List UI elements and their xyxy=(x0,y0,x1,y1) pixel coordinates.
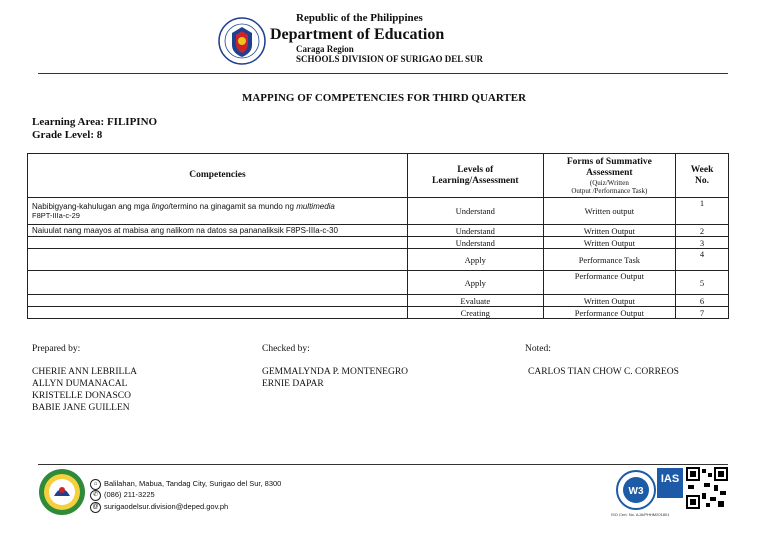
level-cell: Understand xyxy=(407,225,543,237)
competencies-table xyxy=(27,153,729,319)
week-cell: 2 xyxy=(676,225,729,237)
signatory-name: ERNIE DAPAR xyxy=(262,379,324,389)
signatory-name: CHERIE ANN LEBRILLA xyxy=(32,367,138,377)
competency-cell: Naiuulat nang maayos at mabisa ang nalikom na datos sa pananaliksik F8PS-IIIa-c-30 xyxy=(28,225,408,237)
competency-code: F8PT-IIIa-c-29 xyxy=(32,211,80,220)
prepared-by-label: Prepared by: xyxy=(32,344,81,354)
certification-badge-icon xyxy=(616,470,656,510)
table-row xyxy=(28,271,729,295)
iso-cert-number: ISO Cert. No. AJA/PHHM201801 xyxy=(611,512,670,517)
department-heading: Department of Education xyxy=(270,26,445,43)
table-header-row xyxy=(28,154,729,198)
form-cell: Performance Task xyxy=(543,249,675,271)
form-cell: Written Output xyxy=(543,237,675,249)
footer-address xyxy=(93,479,282,488)
noted-names xyxy=(528,366,679,378)
table-row xyxy=(28,307,729,319)
form-cell: Written output xyxy=(543,198,675,225)
table-row xyxy=(28,295,729,307)
week-cell: 5 xyxy=(676,271,729,295)
email-text: surigaodelsur.division@deped.gov.ph xyxy=(104,502,229,511)
competency-text: /termino na ginagamit sa mundo ng xyxy=(168,202,297,211)
qr-code-icon xyxy=(686,467,728,509)
level-cell: Apply xyxy=(407,249,543,271)
col-header-competencies: Competencies xyxy=(28,154,408,198)
checked-by-label: Checked by: xyxy=(262,344,310,354)
competency-cell xyxy=(28,237,408,249)
deped-seal-logo xyxy=(218,17,266,65)
week-header-line2: No. xyxy=(695,175,710,186)
level-cell: Apply xyxy=(407,271,543,295)
table-row xyxy=(28,237,729,249)
competency-cell xyxy=(28,307,408,319)
competency-text-italic: lingo xyxy=(151,202,169,211)
location-icon: ⌂ xyxy=(90,479,101,490)
competency-text-italic: multimedia xyxy=(296,202,335,211)
forms-header-line1: Forms of Summative xyxy=(566,156,652,167)
table-row xyxy=(28,225,729,237)
form-cell: Written Output xyxy=(543,225,675,237)
region-heading: Caraga Region xyxy=(296,44,354,54)
forms-header-sub2: Output /Performance Task) xyxy=(571,186,648,195)
address-text: Balilahan, Mabua, Tandag City, Surigao del Sur, 8300 xyxy=(104,479,282,488)
phone-text: (086) 211-3225 xyxy=(104,490,155,499)
grade-level: Grade Level: 8 xyxy=(32,129,103,141)
division-heading: SCHOOLS DIVISION OF SURIGAO DEL SUR xyxy=(296,54,483,64)
levels-header-line2: Learning/Assessment xyxy=(431,175,519,186)
col-header-forms xyxy=(543,154,675,198)
week-cell: 4 xyxy=(676,249,729,271)
forms-header-sub1: (Quiz/Written xyxy=(589,178,629,187)
signatory-name: KRISTELLE DONASCO xyxy=(32,391,131,401)
ias-badge xyxy=(657,468,683,498)
checked-by-names xyxy=(262,366,408,390)
signatory-name: GEMMALYNDA P. MONTENEGRO xyxy=(262,367,409,377)
week-cell: 7 xyxy=(676,307,729,319)
noted-label: Noted: xyxy=(525,344,551,354)
signatory-name: CARLOS TIAN CHOW C. CORREOS xyxy=(528,367,679,377)
col-header-week xyxy=(676,154,729,198)
competency-cell xyxy=(28,271,408,295)
republic-heading: Republic of the Philippines xyxy=(296,12,423,24)
week-cell: 3 xyxy=(676,237,729,249)
footer-phone xyxy=(92,490,155,499)
prepared-by-names xyxy=(32,366,137,414)
week-cell: 6 xyxy=(676,295,729,307)
table-row xyxy=(28,249,729,271)
signatory-name: BABIE JANE GUILLEN xyxy=(32,403,130,413)
form-cell: Performance Output xyxy=(543,307,675,319)
level-cell: Understand xyxy=(407,198,543,225)
levels-header-line1: Levels of xyxy=(457,164,494,175)
ias-label: IAS xyxy=(660,473,680,485)
learning-area: Learning Area: FILIPINO xyxy=(32,116,158,128)
form-cell: Performance Output xyxy=(543,271,675,295)
week-cell: 1 xyxy=(676,198,729,225)
footer-email xyxy=(92,502,229,511)
document-title: MAPPING OF COMPETENCIES FOR THIRD QUARTER xyxy=(241,92,527,104)
footer-divider xyxy=(38,464,728,465)
email-icon: @ xyxy=(90,502,101,513)
week-header-line1: Week xyxy=(690,164,714,175)
svg-text:W3: W3 xyxy=(628,486,644,497)
col-header-levels xyxy=(407,154,543,198)
level-cell: Understand xyxy=(407,237,543,249)
header-divider xyxy=(38,73,728,74)
table-row xyxy=(28,198,729,225)
competency-cell xyxy=(28,198,408,225)
phone-icon: ✆ xyxy=(90,490,101,501)
competency-text: Nabibigyang-kahulugan ang mga xyxy=(32,202,152,211)
forms-header-line2: Assessment xyxy=(586,167,633,178)
division-logo xyxy=(38,468,86,516)
competency-cell xyxy=(28,249,408,271)
signatory-name: ALLYN DUMANACAL xyxy=(32,379,128,389)
level-cell: Evaluate xyxy=(407,295,543,307)
level-cell: Creating xyxy=(407,307,543,319)
form-cell: Written Output xyxy=(543,295,675,307)
competency-cell xyxy=(28,295,408,307)
